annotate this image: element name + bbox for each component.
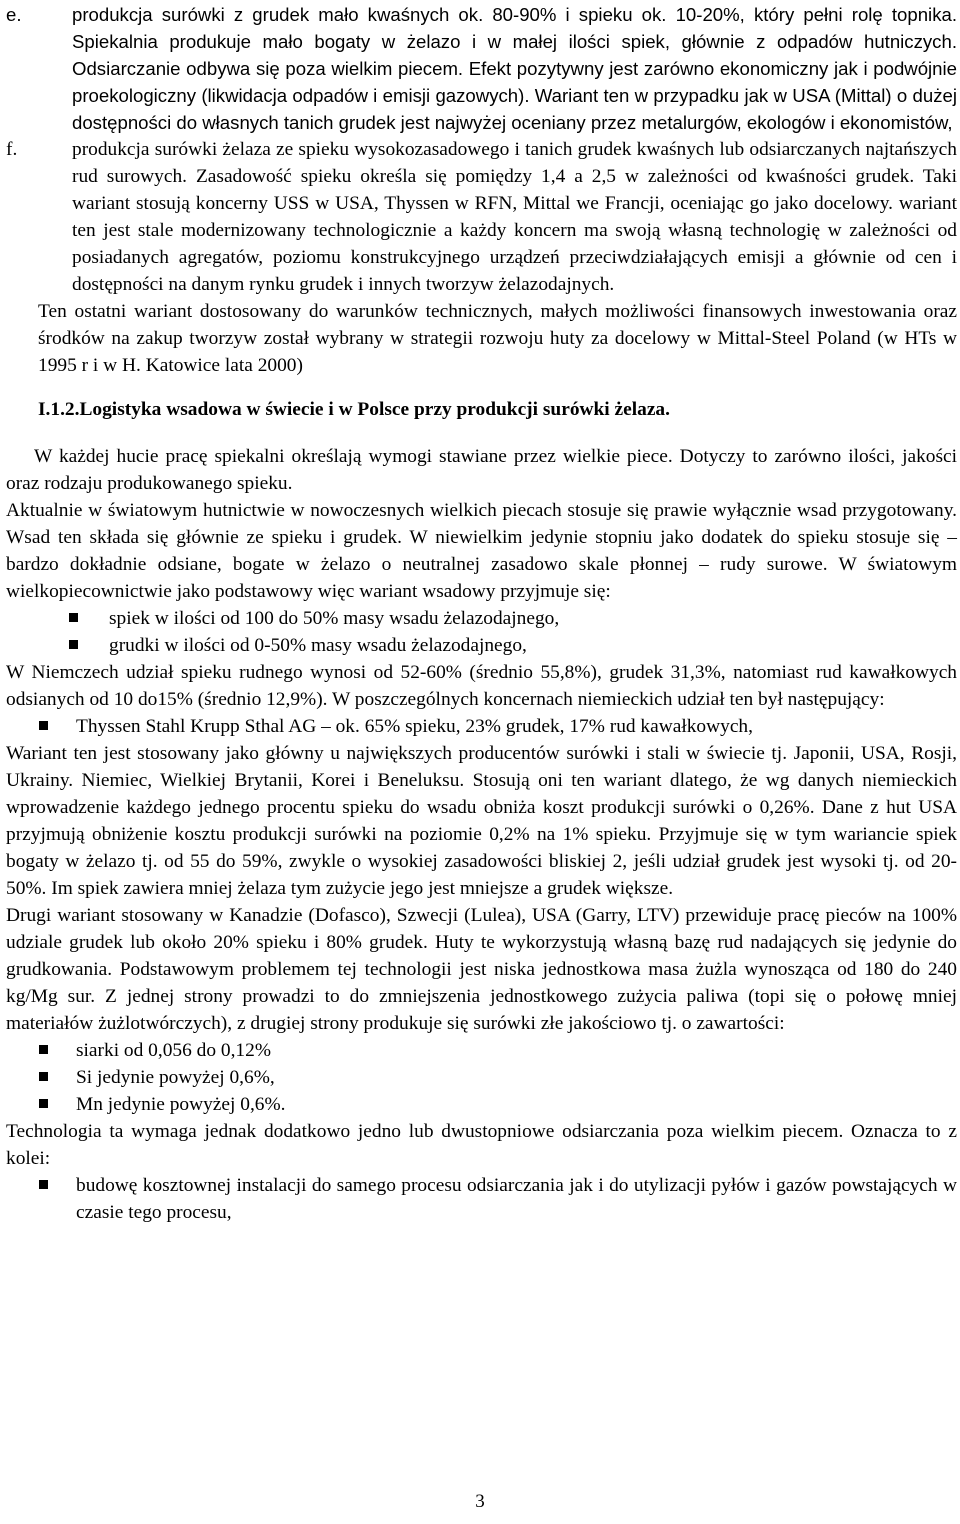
square-bullet-icon [39,1045,48,1054]
bullet-text: siarki od 0,056 do 0,12% [76,1040,271,1061]
bullet-item [6,632,957,659]
list-item-f [6,136,957,298]
list-item-text: produkcja surówki z grudek mało kwaśnych ok. 80-90% i spieku ok. 10-20%, który pełni rolę topnika. Spiekalnia produkuje mało bogaty w żelazo i w małej ilości spiek, głównie z odpadów hutniczych. Odsiarczanie odbywa się poza wielkim piecem. Efekt pozytywny jest zarówno ekonomiczny jak i podwójnie proekologiczny (likwidacja odpadów i emisji gazowych). Wariant ten w przypadku jak w USA (Mittal) o dużej dostępności do własnych tanich grudek jest najwyżej oceniany przez metalurgów, ekologów i ekonomistów, [72,4,957,133]
paragraph-6: Technologia ta wymaga jednak dodatkowo jedno lub dwustopniowe odsiarczania poza wielkim piecem. Oznacza to z kolei: [6,1121,957,1169]
section-heading: I.1.2.Logistyka wsadowa w świecie i w Polsce przy produkcji surówki żelaza. [38,399,670,420]
paragraph-conclusion: Ten ostatni wariant dostosowany do warunków technicznych, małych możliwości finansowych inwestowania oraz środków na zakup tworzyw został wybrany w strategii rozwoju huty za docelowy w Mittal-Steel Poland (w HTs w 1995 r i w H. Katowice lata 2000) [38,301,957,376]
bullet-text: Mn jedynie powyżej 0,6%. [76,1094,286,1115]
bullet-item [6,605,957,632]
paragraph-3: W Niemczech udział spieku rudnego wynosi od 52-60% (średnio 55,8%), grudek 31,3%, natomiast rud kawałkowych odsianych od 10 do15% (średnio 12,9%). W poszczególnych koncernach niemieckich udział ten był następujący: [6,662,957,710]
paragraph-5: Drugi wariant stosowany w Kanadzie (Dofasco), Szwecji (Lulea), USA (Garry, LTV) przewiduje pracę pieców na 100% udziale grudek lub około 20% spieku i 80% grudek. Huty te wykorzystują własną bazę rud nadających się jedynie do grudkowania. Podstawowym problemem tej technologii jest niska jednostkowa masa żużla wynosząca od 180 do 240 kg/Mg sur. Z jednej strony prowadzi to do zmniejszenia jednostkowego zużycia paliwa (topi się o połowę mniej materiałów żużlotwórczych), z drugiej strony produkuje się surówki złe jakościowo tj. o zawartości: [6,905,957,1034]
paragraph-4: Wariant ten jest stosowany jako główny u największych producentów surówki i stali w świecie tj. Japonii, USA, Rosji, Ukrainy. Niemiec, Wielkiej Brytanii, Korei i Beneluksu. Stosują oni ten wariant dlatego, że wg danych niemieckich wprowadzenie każdego jednego procentu spieku do wsadu obniża koszt produkcji surówki o 0,26%. Dane z hut USA przyjmują obniżenie kosztu produkcji surówki na poziomie 0,2% na 1% spieku. Przyjmuje się w tym wariancie spiek bogaty w żelazo tj. od 55 do 59%, zwykle o wysokiej zasadowości bliskiej 2, jeśli udział grudek jest wysoki tj. od 20-50%. Im spiek zawiera mniej żelaza tym zużycie jego jest mniejsze a grudek większe. [6,743,957,899]
list-item-e [6,1,957,136]
square-bullet-icon [69,640,78,649]
square-bullet-icon [39,1099,48,1108]
paragraph-1: W każdej hucie pracę spiekalni określają wymogi stawiane przez wielkie piece. Dotyczy to zarówno ilości, jakości oraz rodzaju produkowanego spieku. [6,446,957,494]
square-bullet-icon [69,613,78,622]
bullet-item [6,1091,957,1118]
bullet-item [6,1037,957,1064]
bullet-text: spiek w ilości od 100 do 50% masy wsadu żelazodajnego, [109,608,560,629]
list-item-text: produkcja surówki żelaza ze spieku wysokozasadowego i tanich grudek kwaśnych lub odsiarczanych najtańszych rud surowych. Zasadowość spieku określa się pomiędzy 1,4 a 2,5 w zależności od kwaśności grudek. Taki wariant stosują koncerny USS w USA, Thyssen w RFN, Mittal we Francji, oceniając go jako docelowy. wariant ten jest stale modernizowany technologicznie a każdy koncern ma swoją własną technologię w zależności od posiadanych agregatów, poziomu konstrukcyjnego urządzeń przeciwdziałających emisji a głównie od cen i dostępności na danym rynku grudek i innych tworzyw żelazodajnych. [72,139,957,295]
square-bullet-icon [39,721,48,730]
square-bullet-icon [39,1072,48,1081]
bullet-text: Si jedynie powyżej 0,6%, [76,1067,275,1088]
bullet-item [6,1064,957,1091]
bullet-text: budowę kosztownej instalacji do samego procesu odsiarczania jak i do utylizacji pyłów i gazów powstających w czasie tego procesu, [76,1175,957,1223]
bullet-text: grudki w ilości od 0-50% masy wsadu żelazodajnego, [109,635,527,656]
bullet-item [6,1172,957,1226]
list-marker: e. [6,4,22,25]
paragraph-2: Aktualnie w światowym hutnictwie w nowoczesnych wielkich piecach stosuje się prawie wyłącznie wsad przygotowany. Wsad ten składa się głównie ze spieku i grudek. W niewielkim jedynie stopniu jako dodatek do spieku stosuje się – bardzo dokładnie odsiane, bogate w żelazo o neutralnej zasadowo skale płonnej – rudy surowe. W światowym wielkopiecownictwie jako podstawowy więc wariant wsadowy przyjmuje się: [6,500,957,602]
page-number: 3 [475,1491,485,1512]
list-marker: f. [6,139,18,160]
bullet-item [6,713,957,740]
square-bullet-icon [39,1180,48,1189]
bullet-text: Thyssen Stahl Krupp Sthal AG – ok. 65% spieku, 23% grudek, 17% rud kawałkowych, [76,716,753,737]
document-page [6,1,957,1226]
